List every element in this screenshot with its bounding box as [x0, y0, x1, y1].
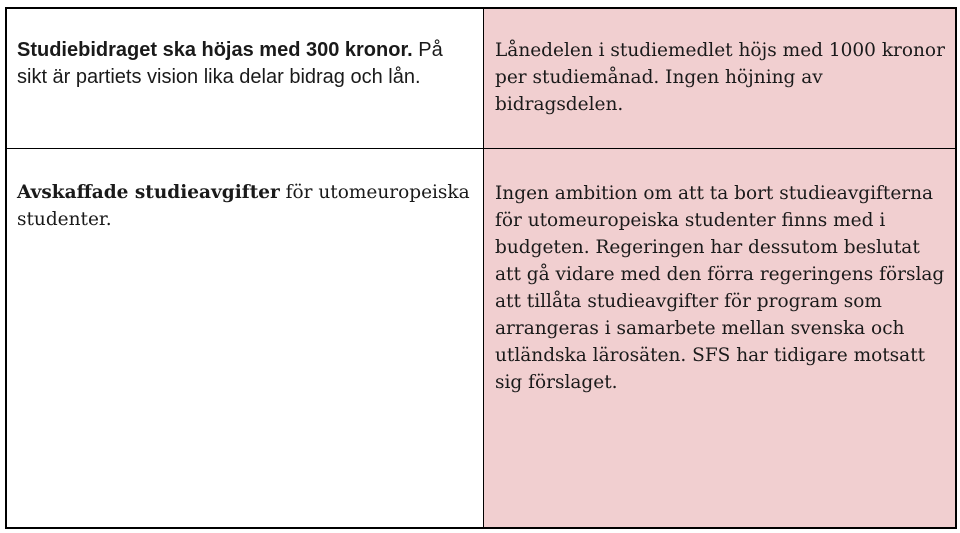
- normal-text: för utomeuropeiska studenter.: [17, 182, 470, 230]
- bold-text: Avskaffade studieavgifter: [17, 182, 280, 203]
- bold-text: Studiebidraget ska höjas med 300 kronor.: [17, 39, 413, 61]
- cell-proposal-student-grant: [7, 9, 483, 149]
- cell-text: Lånedelen i studiemedlet höjs med 1000 kronor per studiemånad. Ingen höjning av bidragsdelen.: [495, 40, 945, 115]
- cell-text: [17, 37, 473, 91]
- cell-text: Ingen ambition om att ta bort studieavgifterna för utomeuropeiska studenter finns med i budgeten. Regeringen har dessutom beslutat att gå vidare med den förra regeringens förslag att tillåta studieavgifter för program som arrangeras i samarbete mellan svenska och utländska lärosäten. SFS har tidigare motsatt sig förslaget.: [495, 183, 945, 393]
- comparison-table: [5, 7, 957, 529]
- cell-budget-tuition-fees: [483, 149, 955, 527]
- cell-text: [17, 179, 473, 233]
- cell-budget-student-grant: [483, 9, 955, 149]
- cell-proposal-tuition-fees: [7, 149, 483, 527]
- normal-text: På sikt är partiets vision lika delar bidrag och lån.: [17, 39, 443, 88]
